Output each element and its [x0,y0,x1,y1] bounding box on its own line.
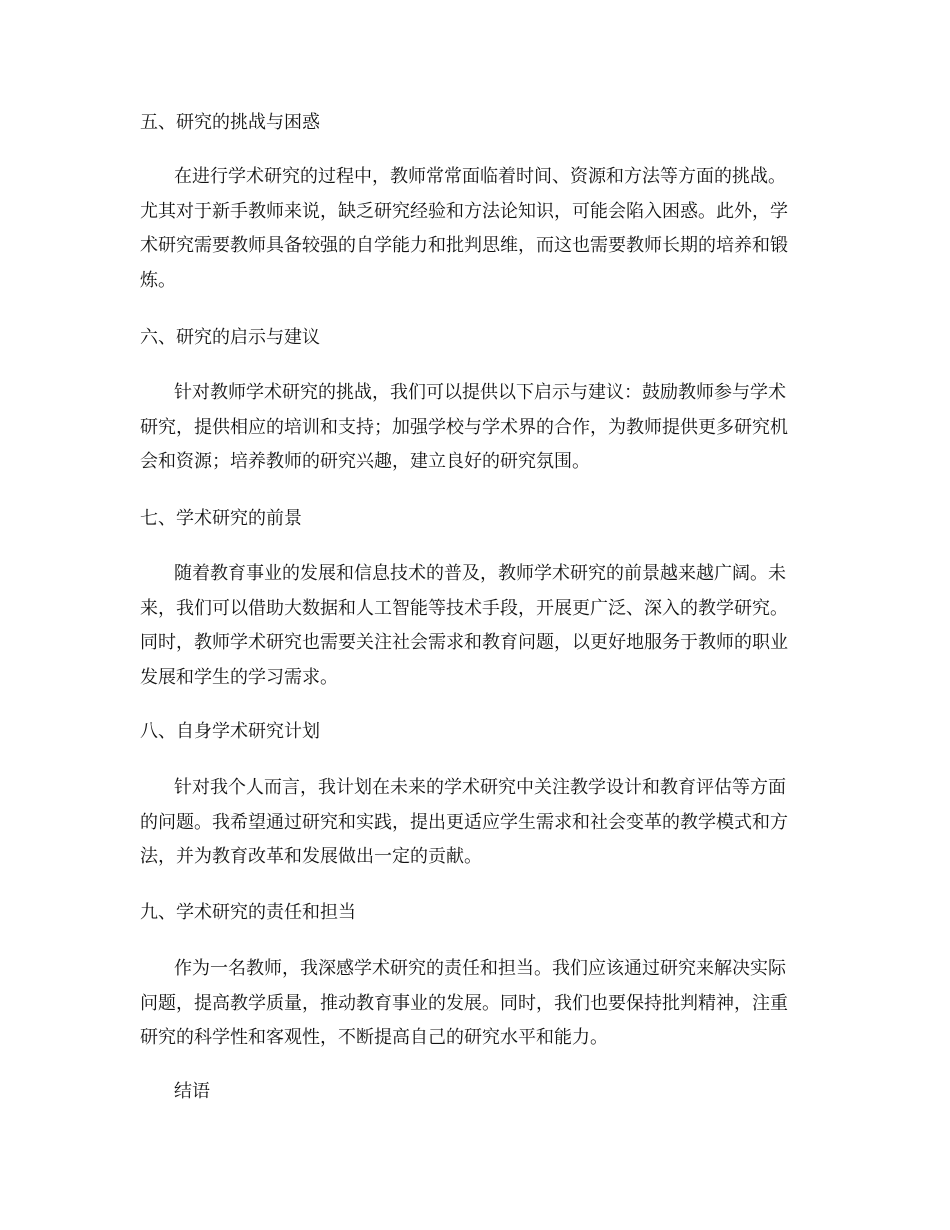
paragraph-line: 发展和学生的学习需求。 [140,666,338,688]
paragraph-line: 针对我个人而言，我计划在未来的学术研究中关注教学设计和教育评估等方面 [174,777,786,798]
paragraph-line: 同时，教师学术研究也需要关注社会需求和教育问题，以更好地服务于教师的职业 [140,632,788,653]
section-heading-8: 八、自身学术研究计划 [140,721,320,742]
section-paragraph-9 [140,952,816,1056]
paragraph-line: 法，并为教育改革和发展做出一定的贡献。 [140,846,482,867]
section-heading-7: 七、学术研究的前景 [140,508,302,529]
section-paragraph-7 [140,557,816,695]
paragraph-line: 会和资源；培养教师的研究兴趣，建立良好的研究氛围。 [140,451,590,472]
paragraph-line: 作为一名教师，我深感学术研究的责任和担当。我们应该通过研究来解决实际 [174,958,786,979]
paragraph-line: 针对教师学术研究的挑战，我们可以提供以下启示与建议：鼓励教师参与学术 [174,382,786,403]
section-paragraph-6 [140,376,816,480]
paragraph-line: 在进行学术研究的过程中，教师常常面临着时间、资源和方法等方面的挑战。 [174,166,786,187]
section-heading-9: 九、学术研究的责任和担当 [140,902,356,923]
paragraph-line: 问题，提高教学质量，推动教育事业的发展。同时，我们也要保持批判精神，注重 [140,992,788,1014]
paragraph-line: 随着教育事业的发展和信息技术的普及，教师学术研究的前景越来越广阔。未 [174,563,786,584]
paragraph-line: 来，我们可以借助大数据和人工智能等技术手段，开展更广泛、深入的教学研究。 [140,597,788,619]
paragraph-line: 研究的科学性和客观性，不断提高自己的研究水平和能力。 [140,1027,608,1048]
closing-heading: 结语 [174,1081,210,1102]
section-heading-5: 五、研究的挑战与困惑 [140,112,320,133]
paragraph-line: 研究，提供相应的培训和支持；加强学校与学术界的合作，为教师提供更多研究机 [140,416,788,438]
paragraph-line: 的问题。我希望通过研究和实践，提出更适应学生需求和社会变革的教学模式和方 [140,811,788,833]
paragraph-line: 尤其对于新手教师来说，缺乏研究经验和方法论知识，可能会陷入困惑。此外，学 [140,200,788,222]
section-heading-6: 六、研究的启示与建议 [140,327,320,348]
paragraph-line: 术研究需要教师具备较强的自学能力和批判思维，而这也需要教师长期的培养和锻 [140,235,788,256]
section-paragraph-5 [140,160,816,298]
section-paragraph-8 [140,771,816,875]
paragraph-line: 炼。 [140,269,176,291]
